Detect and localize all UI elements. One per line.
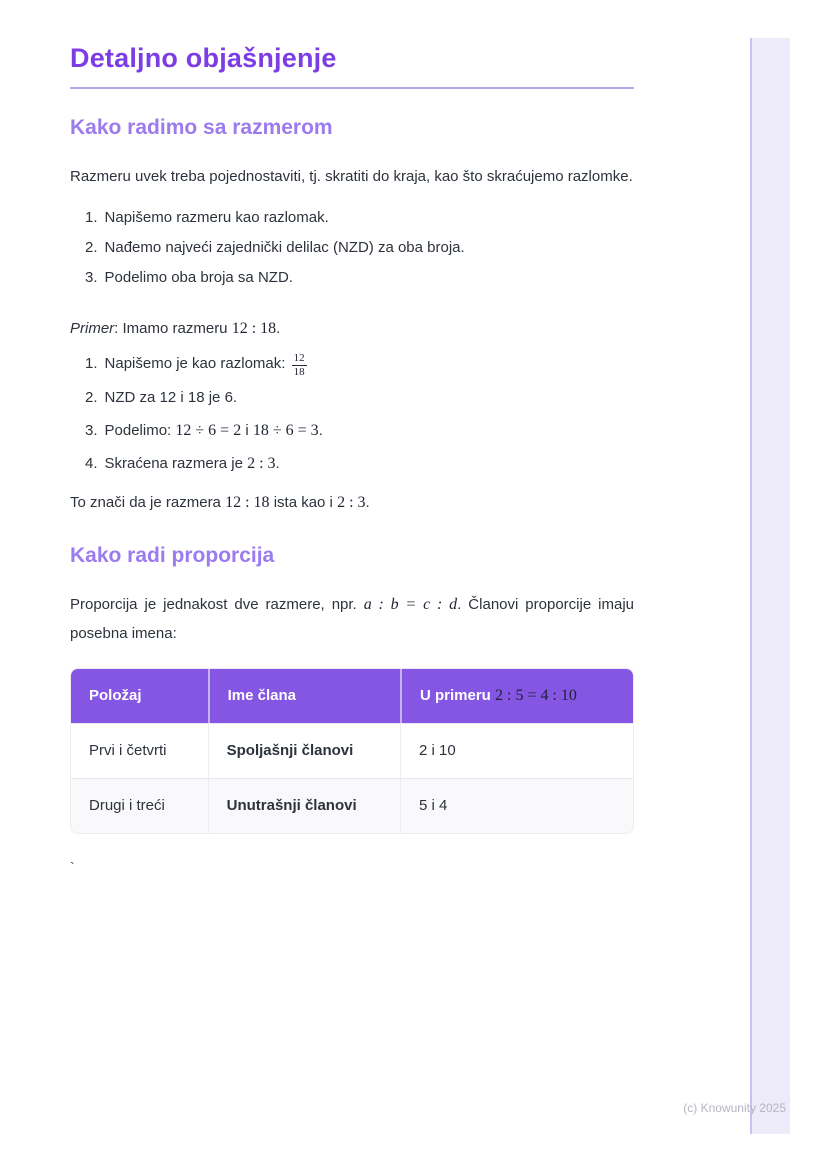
list-item-number: 4. xyxy=(85,454,98,472)
conclusion-math-2: 2 : 3 xyxy=(337,493,366,511)
list-item-text: Podelimo oba broja sa NZD. xyxy=(104,269,293,286)
side-scroll-strip[interactable] xyxy=(750,38,790,1134)
title-divider xyxy=(70,87,634,89)
proporcija-intro-paragraph: Proporcija je jednakost dve razmere, npr. a : b = c : d. Članovi proporcije imaju posebna imena: xyxy=(70,595,639,642)
fraction-12-18 xyxy=(292,352,307,378)
list-item xyxy=(70,203,634,232)
list-item xyxy=(70,383,634,412)
example-intro-period: . xyxy=(276,320,281,337)
cell-member-name: Spoljašnji članovi xyxy=(208,723,400,778)
proportion-members-table xyxy=(70,668,634,834)
list-item xyxy=(70,349,634,379)
table-header-math: 2 : 5 = 4 : 10 xyxy=(495,686,577,704)
list-item-text: Napišemo je kao razlomak: $\frac{12}{18}$ xyxy=(104,352,305,378)
example-label: Primer xyxy=(70,320,115,337)
razmera-steps-list xyxy=(70,203,634,292)
example-intro-text: : Imamo razmeru xyxy=(114,320,232,337)
example-intro-paragraph xyxy=(70,314,634,343)
table-header-row xyxy=(71,669,633,723)
table-row xyxy=(71,778,633,833)
cell-position: Prvi i četvrti xyxy=(71,723,208,778)
stray-backtick-character: ` xyxy=(70,858,75,875)
table-header-ime-clana: Ime člana xyxy=(208,669,400,723)
section-heading-proporcija: Kako radi proporcija xyxy=(70,543,275,567)
list-item-text: Podelimo: 12 ÷ 6 = 2 i 18 ÷ 6 = 3. xyxy=(104,421,323,439)
division-math-1: 12 ÷ 6 = 2 xyxy=(175,421,242,439)
section-heading-razmera: Kako radimo sa razmerom xyxy=(70,116,333,139)
list-item-number: 2. xyxy=(85,239,98,256)
list-item-number: 2. xyxy=(85,388,98,406)
fraction-denominator: 18 xyxy=(293,366,305,378)
cell-example-values: 5 i 4 xyxy=(400,778,633,833)
proportion-formula-math: a : b = c : d xyxy=(363,595,458,613)
cell-example-values: 2 i 10 xyxy=(400,723,633,778)
list-item-text: Skraćena razmera je 2 : 3. xyxy=(104,454,280,472)
list-item xyxy=(70,449,634,478)
copyright-footer: (c) Knowunity 2025 xyxy=(683,1101,786,1115)
fraction-numerator: 12 xyxy=(293,352,305,365)
cell-position: Drugi i treći xyxy=(71,778,208,833)
list-item-text: NZD za 12 i 18 je 6. xyxy=(104,388,238,406)
list-item-number: 3. xyxy=(85,269,98,286)
list-item-number: 3. xyxy=(85,421,98,439)
list-item xyxy=(70,263,634,292)
list-item-text: Nađemo najveći zajednički delilac (NZD) za oba broja. xyxy=(104,239,465,256)
list-item-text: Napišemo razmeru kao razlomak. xyxy=(104,209,329,226)
page-title: Detaljno objašnjenje xyxy=(70,43,337,73)
document-content xyxy=(70,0,639,875)
table-header-polozaj: Položaj xyxy=(71,669,208,723)
conclusion-math-1: 12 : 18 xyxy=(225,493,270,511)
division-math-2: 18 ÷ 6 = 3 xyxy=(252,421,319,439)
table-header-u-primeru: U primeru 2 : 5 = 4 : 10 xyxy=(400,669,633,723)
list-item xyxy=(70,233,634,262)
reduced-ratio-math: 2 : 3 xyxy=(247,454,276,472)
example-steps-list xyxy=(70,349,634,478)
list-item xyxy=(70,416,634,445)
cell-member-name: Unutrašnji članovi xyxy=(208,778,400,833)
table-row xyxy=(71,723,633,778)
razmera-intro-paragraph: Razmeru uvek treba pojednostaviti, tj. skratiti do kraja, kao što skraćujemo razlomke. xyxy=(70,168,633,185)
list-item-number: 1. xyxy=(85,355,98,372)
list-item-number: 1. xyxy=(85,209,98,226)
example-intro-math: 12 : 18 xyxy=(231,320,277,337)
razmera-conclusion-paragraph: To znači da je razmera 12 : 18 ista kao i 2 : 3. xyxy=(70,493,370,511)
